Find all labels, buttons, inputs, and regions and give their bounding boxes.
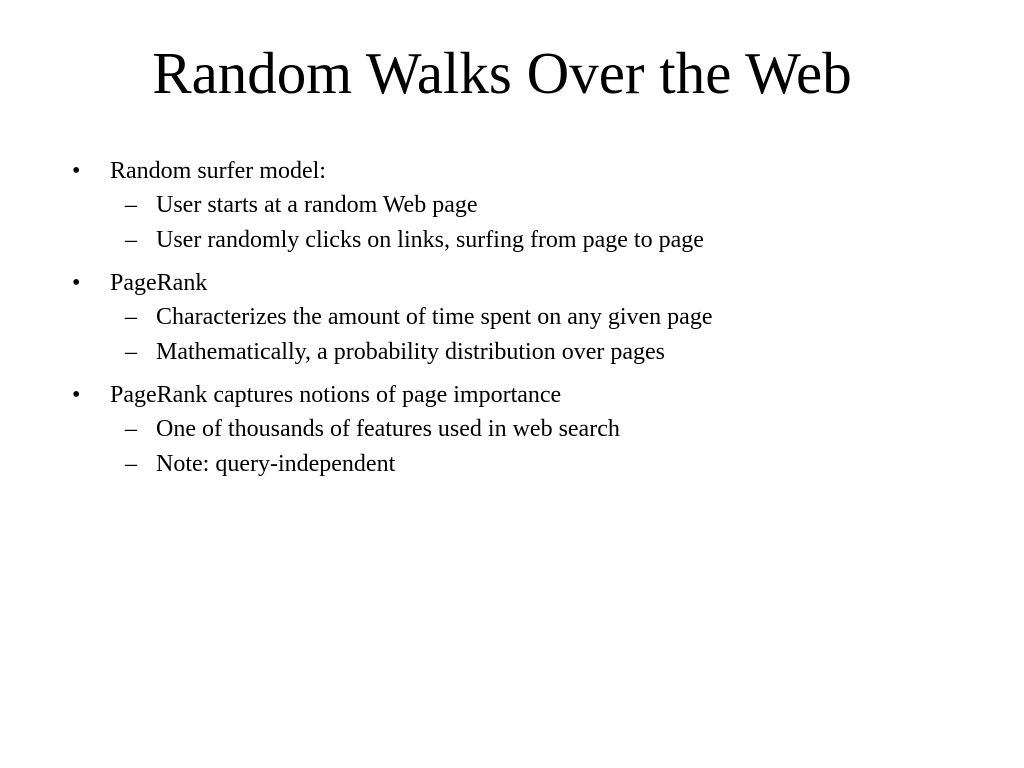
- dash-icon: –: [125, 304, 137, 330]
- sub-text: One of thousands of features used in web search: [156, 416, 620, 442]
- dash-icon: –: [125, 192, 137, 218]
- sub-item: [110, 300, 972, 335]
- bullet-icon: •: [72, 382, 81, 408]
- dash-icon: –: [125, 339, 137, 365]
- sub-item: [110, 447, 972, 482]
- sub-text: User randomly clicks on links, surfing from page to page: [156, 227, 704, 253]
- bullet-text: Random surfer model:: [110, 158, 326, 184]
- bullet-item: [72, 266, 972, 370]
- bullet-item: [72, 378, 972, 482]
- sub-list: [110, 300, 972, 370]
- sub-list: [110, 188, 972, 258]
- dash-icon: –: [125, 416, 137, 442]
- dash-icon: –: [125, 227, 137, 253]
- bullet-text: PageRank: [110, 270, 208, 296]
- bullet-list: [72, 154, 972, 490]
- sub-text: Characterizes the amount of time spent on any given page: [156, 304, 713, 330]
- sub-item: [110, 223, 972, 258]
- sub-text: Note: query-independent: [156, 451, 396, 477]
- sub-text: User starts at a random Web page: [156, 192, 478, 218]
- bullet-icon: •: [72, 270, 81, 296]
- bullet-icon: •: [72, 158, 81, 184]
- sub-item: [110, 188, 972, 223]
- sub-text: Mathematically, a probability distribution over pages: [156, 339, 665, 365]
- sub-item: [110, 335, 972, 370]
- sub-item: [110, 412, 972, 447]
- sub-list: [110, 412, 972, 482]
- bullet-text: PageRank captures notions of page importance: [110, 382, 562, 408]
- dash-icon: –: [125, 451, 137, 477]
- slide-title: Random Walks Over the Web: [152, 40, 852, 106]
- bullet-item: [72, 154, 972, 258]
